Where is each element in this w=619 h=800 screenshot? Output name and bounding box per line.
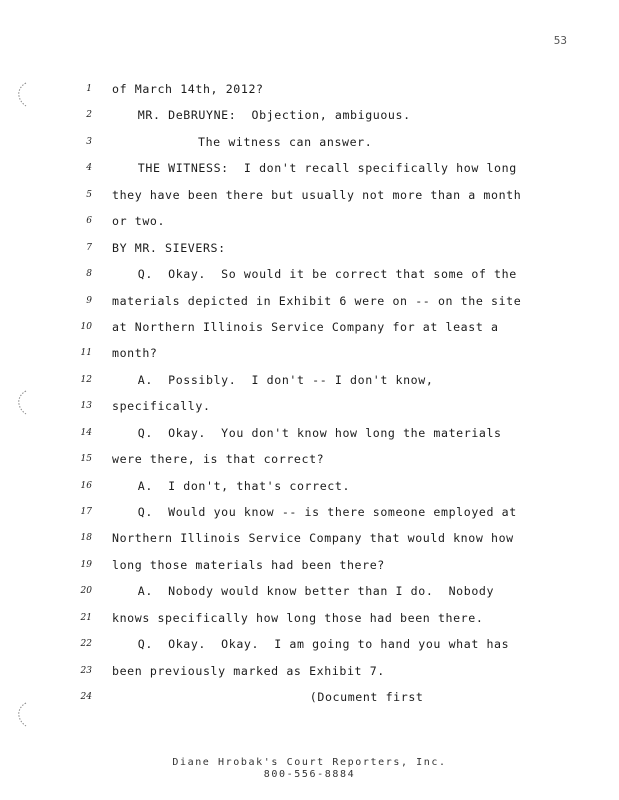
- line-text: specifically.: [112, 399, 211, 414]
- transcript-line: [0, 473, 619, 499]
- line-text: Northern Illinois Service Company that would know how: [112, 531, 514, 546]
- line-number: 8: [86, 269, 92, 280]
- line-text: Q. Would you know -- is there someone employed at: [137, 505, 517, 519]
- transcript-line: [0, 129, 619, 155]
- transcript-line: [0, 367, 619, 393]
- footer-reporter-name: Diane Hrobak's Court Reporters, Inc.: [172, 757, 447, 768]
- line-text: been previously marked as Exhibit 7.: [112, 663, 385, 678]
- line-number: 7: [86, 242, 92, 253]
- page-number: 53: [553, 34, 567, 47]
- transcript-line: [0, 525, 619, 551]
- line-number: 16: [80, 480, 92, 491]
- line-number: 20: [80, 586, 92, 597]
- line-number: 23: [80, 665, 92, 676]
- transcript-line: [0, 261, 619, 287]
- transcript-lines: [0, 76, 619, 711]
- line-number: 4: [86, 163, 92, 174]
- line-text: Q. Okay. Okay. I am going to hand you what has: [137, 637, 510, 652]
- line-number: 1: [86, 84, 92, 94]
- transcript-line: [0, 288, 619, 314]
- transcript-line: [0, 314, 619, 340]
- line-number: 12: [80, 374, 92, 385]
- line-text: MR. DeBRUYNE: Objection, ambiguous.: [137, 108, 411, 123]
- transcript-line: [0, 76, 619, 102]
- line-number: 2: [86, 110, 92, 121]
- transcript-line: [0, 446, 619, 472]
- line-number: 18: [80, 533, 92, 544]
- transcript-line: [0, 155, 619, 181]
- line-text: long those materials had been there?: [112, 557, 385, 572]
- transcript-line: [0, 235, 619, 261]
- line-number: 11: [80, 348, 92, 359]
- line-text: (Document first: [309, 690, 424, 705]
- line-text: BY MR. SIEVERS:: [112, 240, 226, 255]
- transcript-line: [0, 340, 619, 366]
- transcript-line: [0, 420, 619, 446]
- line-number: 6: [86, 216, 92, 227]
- line-number: 24: [80, 692, 92, 703]
- transcript-line: [0, 102, 619, 128]
- line-number: 14: [80, 427, 92, 438]
- line-text: Q. Okay. You don't know how long the materials: [137, 425, 502, 440]
- line-number: 15: [80, 454, 92, 465]
- transcript-line: [0, 552, 619, 578]
- transcript-line: [0, 208, 619, 234]
- footer-phone: 800-556-8884: [263, 769, 356, 780]
- transcript-line: [0, 182, 619, 208]
- line-text: materials depicted in Exhibit 6 were on -- on the site: [112, 293, 522, 308]
- line-text: THE WITNESS: I don't recall specifically how long: [137, 161, 517, 176]
- line-text: A. Nobody would know better than I do. Nobody: [137, 584, 495, 599]
- line-number: 17: [80, 507, 92, 517]
- transcript-line: [0, 631, 619, 657]
- line-text: or two.: [112, 214, 166, 229]
- transcript-line: [0, 499, 619, 525]
- line-text: at Northern Illinois Service Company for at least a: [112, 319, 499, 334]
- line-text: of March 14th, 2012?: [112, 82, 264, 96]
- line-number: 5: [86, 189, 92, 200]
- transcript-line: [0, 605, 619, 631]
- line-number: 21: [80, 612, 92, 623]
- line-number: 3: [86, 136, 92, 147]
- line-text: A. Possibly. I don't -- I don't know,: [137, 372, 434, 387]
- line-number: 9: [86, 295, 92, 306]
- line-number: 13: [80, 401, 92, 412]
- line-number: 19: [80, 559, 92, 570]
- transcript-line: [0, 684, 619, 710]
- line-number: 22: [80, 639, 92, 650]
- line-text: were there, is that correct?: [112, 452, 325, 467]
- transcript-line: [0, 658, 619, 684]
- transcript-line: [0, 393, 619, 419]
- line-number: 10: [80, 321, 92, 332]
- line-text: Q. Okay. So would it be correct that some of the: [137, 267, 517, 282]
- line-text: month?: [112, 346, 158, 361]
- line-text: they have been there but usually not more than a month: [112, 187, 522, 202]
- transcript-line: [0, 578, 619, 604]
- line-text: knows specifically how long those had been there.: [112, 610, 484, 625]
- line-text: The witness can answer.: [198, 134, 373, 149]
- line-text: A. I don't, that's correct.: [137, 478, 351, 493]
